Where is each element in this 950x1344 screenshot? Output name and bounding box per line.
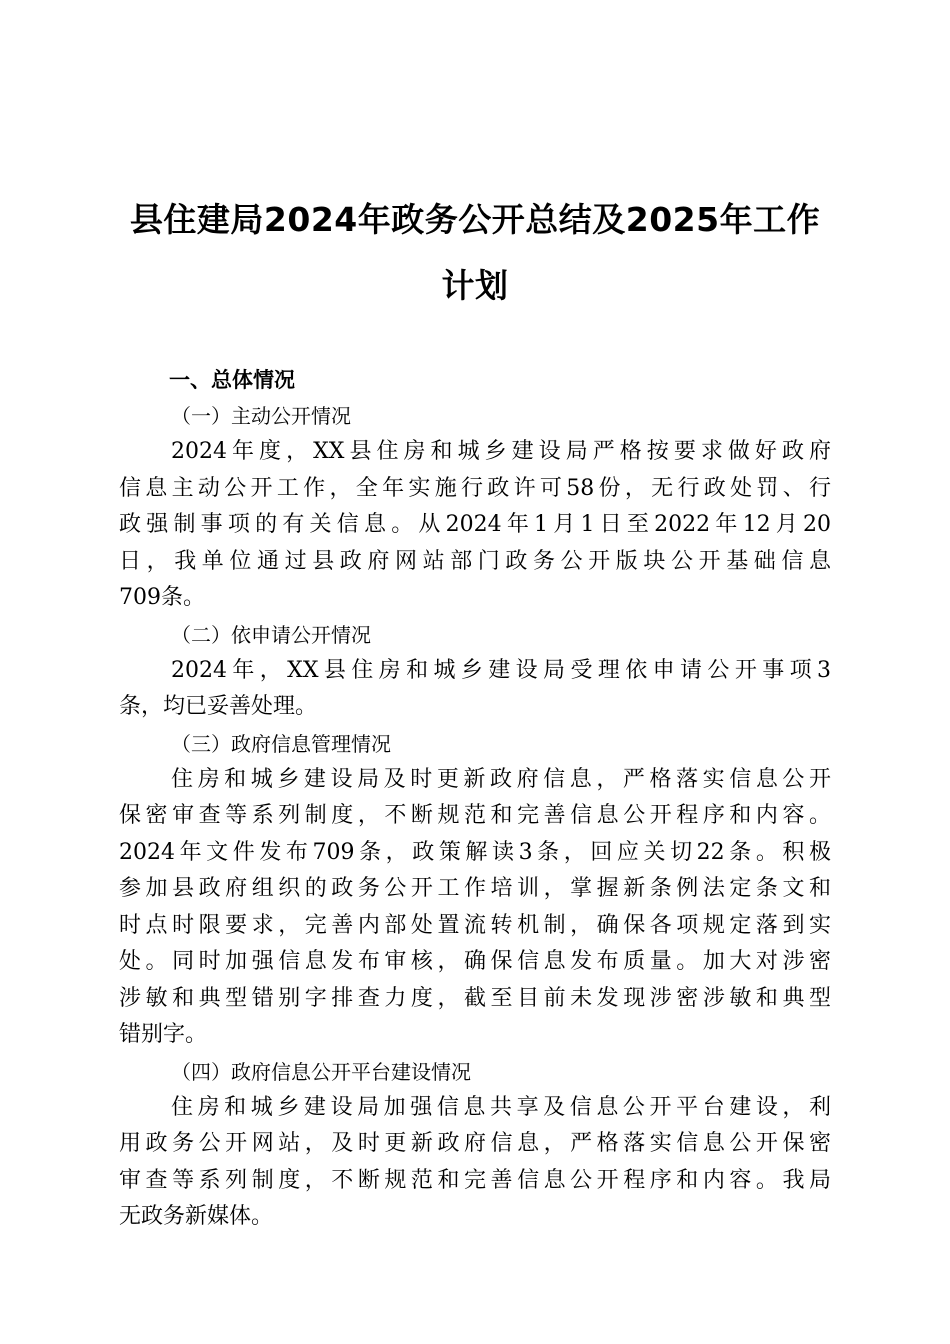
paragraph-platform	[119, 1090, 831, 1236]
subsection-heading-on-request: （二）依申请公开情况	[171, 622, 371, 647]
document-title-line-2: 计划	[441, 266, 509, 305]
paragraph-info-management	[119, 762, 831, 1054]
section-heading-overall: 一、总体情况	[169, 368, 295, 392]
paragraph-line: 用政务公开网站，及时更新政府信息，严格落实信息公开保密	[119, 1131, 831, 1156]
paragraph-line: 2024年文件发布709条，政策解读3条，回应关切22条。积极	[119, 839, 831, 865]
paragraph-line: 住房和城乡建设局及时更新政府信息，严格落实信息公开	[171, 766, 831, 792]
paragraph-line: 审查等系列制度，不断规范和完善信息公开程序和内容。我局	[119, 1167, 831, 1193]
paragraph-proactive	[119, 434, 831, 617]
paragraph-line: 信息主动公开工作，全年实施行政许可58份，无行政处罚、行	[119, 475, 831, 501]
paragraph-line: 处。同时加强信息发布审核，确保信息发布质量。加大对涉密	[119, 949, 831, 974]
subsection-heading-proactive: （一）主动公开情况	[171, 404, 351, 428]
paragraph-line: 涉敏和典型错别字排查力度，截至目前未发现涉密涉敏和典型	[119, 985, 831, 1011]
paragraph-line: 2024年度，XX县住房和城乡建设局严格按要求做好政府	[171, 439, 831, 464]
paragraph-line: 参加县政府组织的政务公开工作培训，掌握新条例法定条文和	[119, 876, 831, 901]
paragraph-line: 时点时限要求，完善内部处置流转机制，确保各项规定落到实	[119, 912, 831, 938]
paragraph-line: 日，我单位通过县政府网站部门政务公开版块公开基础信息	[119, 548, 831, 574]
document-title-line-1: 县住建局2024年政务公开总结及2025年工作	[129, 200, 821, 239]
paragraph-line: 709条。	[119, 585, 205, 610]
paragraph-line: 2024年，XX县住房和城乡建设局受理依申请公开事项3	[171, 657, 831, 683]
document-body	[119, 362, 831, 1236]
paragraph-line: 保密审查等系列制度，不断规范和完善信息公开程序和内容。	[119, 803, 831, 828]
paragraph-line: 条，均已妥善处理。	[119, 694, 318, 719]
paragraph-line: 错别字。	[119, 1022, 208, 1047]
paragraph-line: 住房和城乡建设局加强信息共享及信息公开平台建设，利	[171, 1094, 831, 1120]
paragraph-line: 无政务新媒体。	[119, 1204, 274, 1229]
paragraph-on-request	[119, 653, 831, 726]
paragraph-line: 政强制事项的有关信息。从2024年1月1日至2022年12月20	[119, 512, 831, 537]
subsection-heading-platform: （四）政府信息公开平台建设情况	[171, 1059, 471, 1084]
subsection-heading-info-management: （三）政府信息管理情况	[171, 731, 391, 756]
